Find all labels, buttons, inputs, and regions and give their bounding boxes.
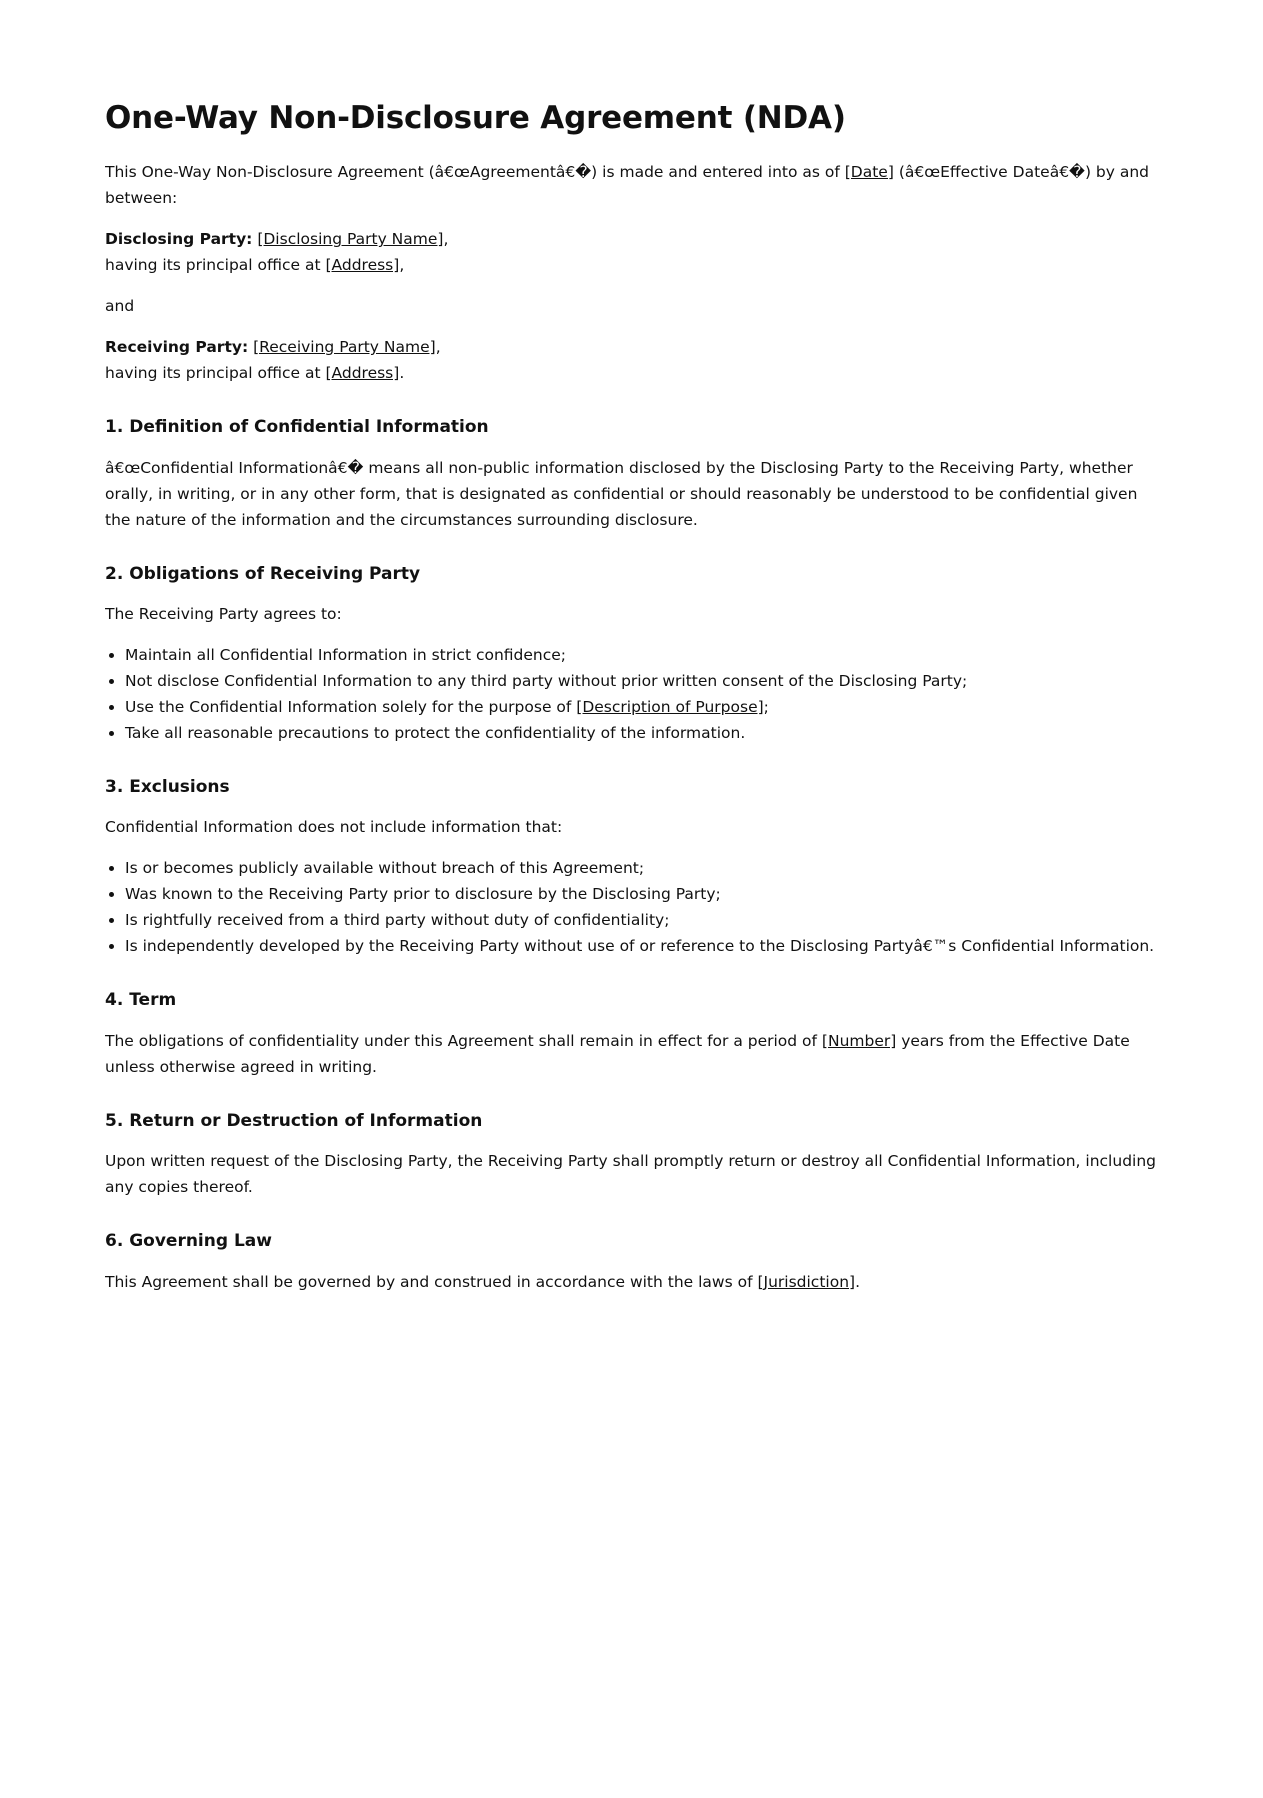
list-item: • Take all reasonable precautions to protect the confidentiality of the information. (125, 720, 1165, 746)
disclosing-party-name-suffix: , (443, 230, 449, 249)
and-text: and (105, 297, 135, 316)
receiving-party-block (105, 334, 1165, 386)
section-governing-law-heading: 6. Governing Law (105, 1231, 272, 1252)
receiving-party-address-placeholder: [Address] (325, 364, 400, 383)
receiving-party-name-suffix: , (435, 338, 441, 357)
list-item: • Maintain all Confidential Information in strict confidence; (125, 642, 1165, 668)
jurisdiction-placeholder: [Jurisdiction] (757, 1272, 856, 1291)
term-text-before: The obligations of confidentiality under this Agreement shall remain in effect for a period of (105, 1031, 822, 1050)
receiving-party-name-placeholder: [Receiving Party Name] (253, 338, 436, 357)
exclusions-list (105, 855, 1165, 959)
term-text-after: years from the Effective Date unless otherwise agreed in writing. (105, 1031, 1130, 1076)
disclosing-party-address-placeholder: [Address] (325, 256, 400, 275)
section-obligations-heading: 2. Obligations of Receiving Party (105, 563, 421, 584)
section-definition-heading: 1. Definition of Confidential Information (105, 417, 489, 438)
intro-paragraph (105, 159, 1165, 211)
list-item: • Is independently developed by the Receiving Party without use of or reference to the Disclosing Partyâ€™s Confidential Information. (125, 933, 1165, 959)
section-definition-body: â€œConfidential Informationâ€� means all non-public information disclosed by the Disclosing Party to the Receiving Party, whether orally, in writing, or in any other form, that is designated as confidential or should reasonably be understood to be confidential given the nature of the information and the circumstances surrounding disclosure. (105, 458, 1138, 529)
list-item: • Is rightfully received from a third party without duty of confidentiality; (125, 907, 1165, 933)
section-return-heading: 5. Return or Destruction of Information (105, 1110, 483, 1131)
section-governing-law-body (105, 1269, 1165, 1295)
receiving-party-address-prefix: having its principal office at (105, 364, 326, 383)
disclosing-party-label: Disclosing Party: (105, 230, 253, 249)
receiving-party-label: Receiving Party: (105, 338, 249, 357)
section-obligations-intro: The Receiving Party agrees to: (105, 604, 342, 623)
section-exclusions-heading: 3. Exclusions (105, 776, 230, 797)
disclosing-party-block (105, 226, 1165, 278)
obligations-list (105, 642, 1165, 746)
receiving-party-address-suffix: . (399, 364, 405, 383)
purpose-placeholder: [Description of Purpose] (576, 697, 764, 716)
intro-text-before-date: This One-Way Non-Disclosure Agreement (â€œAgreementâ€�) is made and entered into as of (105, 163, 845, 182)
list-item: • Is or becomes publicly available without breach of this Agreement; (125, 855, 1165, 881)
disclosing-party-address-suffix: , (399, 256, 405, 275)
disclosing-party-name-placeholder: [Disclosing Party Name] (257, 230, 444, 249)
term-number-placeholder: [Number] (821, 1031, 897, 1050)
document-title: One-Way Non-Disclosure Agreement (NDA) (105, 100, 846, 136)
section-term-body (105, 1028, 1165, 1080)
purpose-suffix: ; (763, 697, 769, 716)
document-page (105, 92, 1165, 1306)
list-item: • Not disclose Confidential Information to any third party without prior written consent of the Disclosing Party; (125, 668, 1165, 694)
section-term-heading: 4. Term (105, 990, 177, 1011)
disclosing-party-address-prefix: having its principal office at (105, 256, 326, 275)
date-placeholder: [Date] (844, 163, 894, 182)
list-item: • Was known to the Receiving Party prior to disclosure by the Disclosing Party; (125, 881, 1165, 907)
section-exclusions-intro: Confidential Information does not include information that: (105, 818, 563, 837)
intro-text-after-date: (â€œEffective Dateâ€�) by and between: (105, 163, 1150, 208)
governing-law-text-before: This Agreement shall be governed by and construed in accordance with the laws of (105, 1272, 758, 1291)
governing-law-text-after: . (855, 1272, 861, 1291)
section-return-body: Upon written request of the Disclosing Party, the Receiving Party shall promptly return or destroy all Confidential Information, including any copies thereof. (105, 1152, 1156, 1197)
purpose-prefix: Use the Confidential Information solely for the purpose of (125, 697, 577, 716)
list-item (125, 694, 1165, 720)
